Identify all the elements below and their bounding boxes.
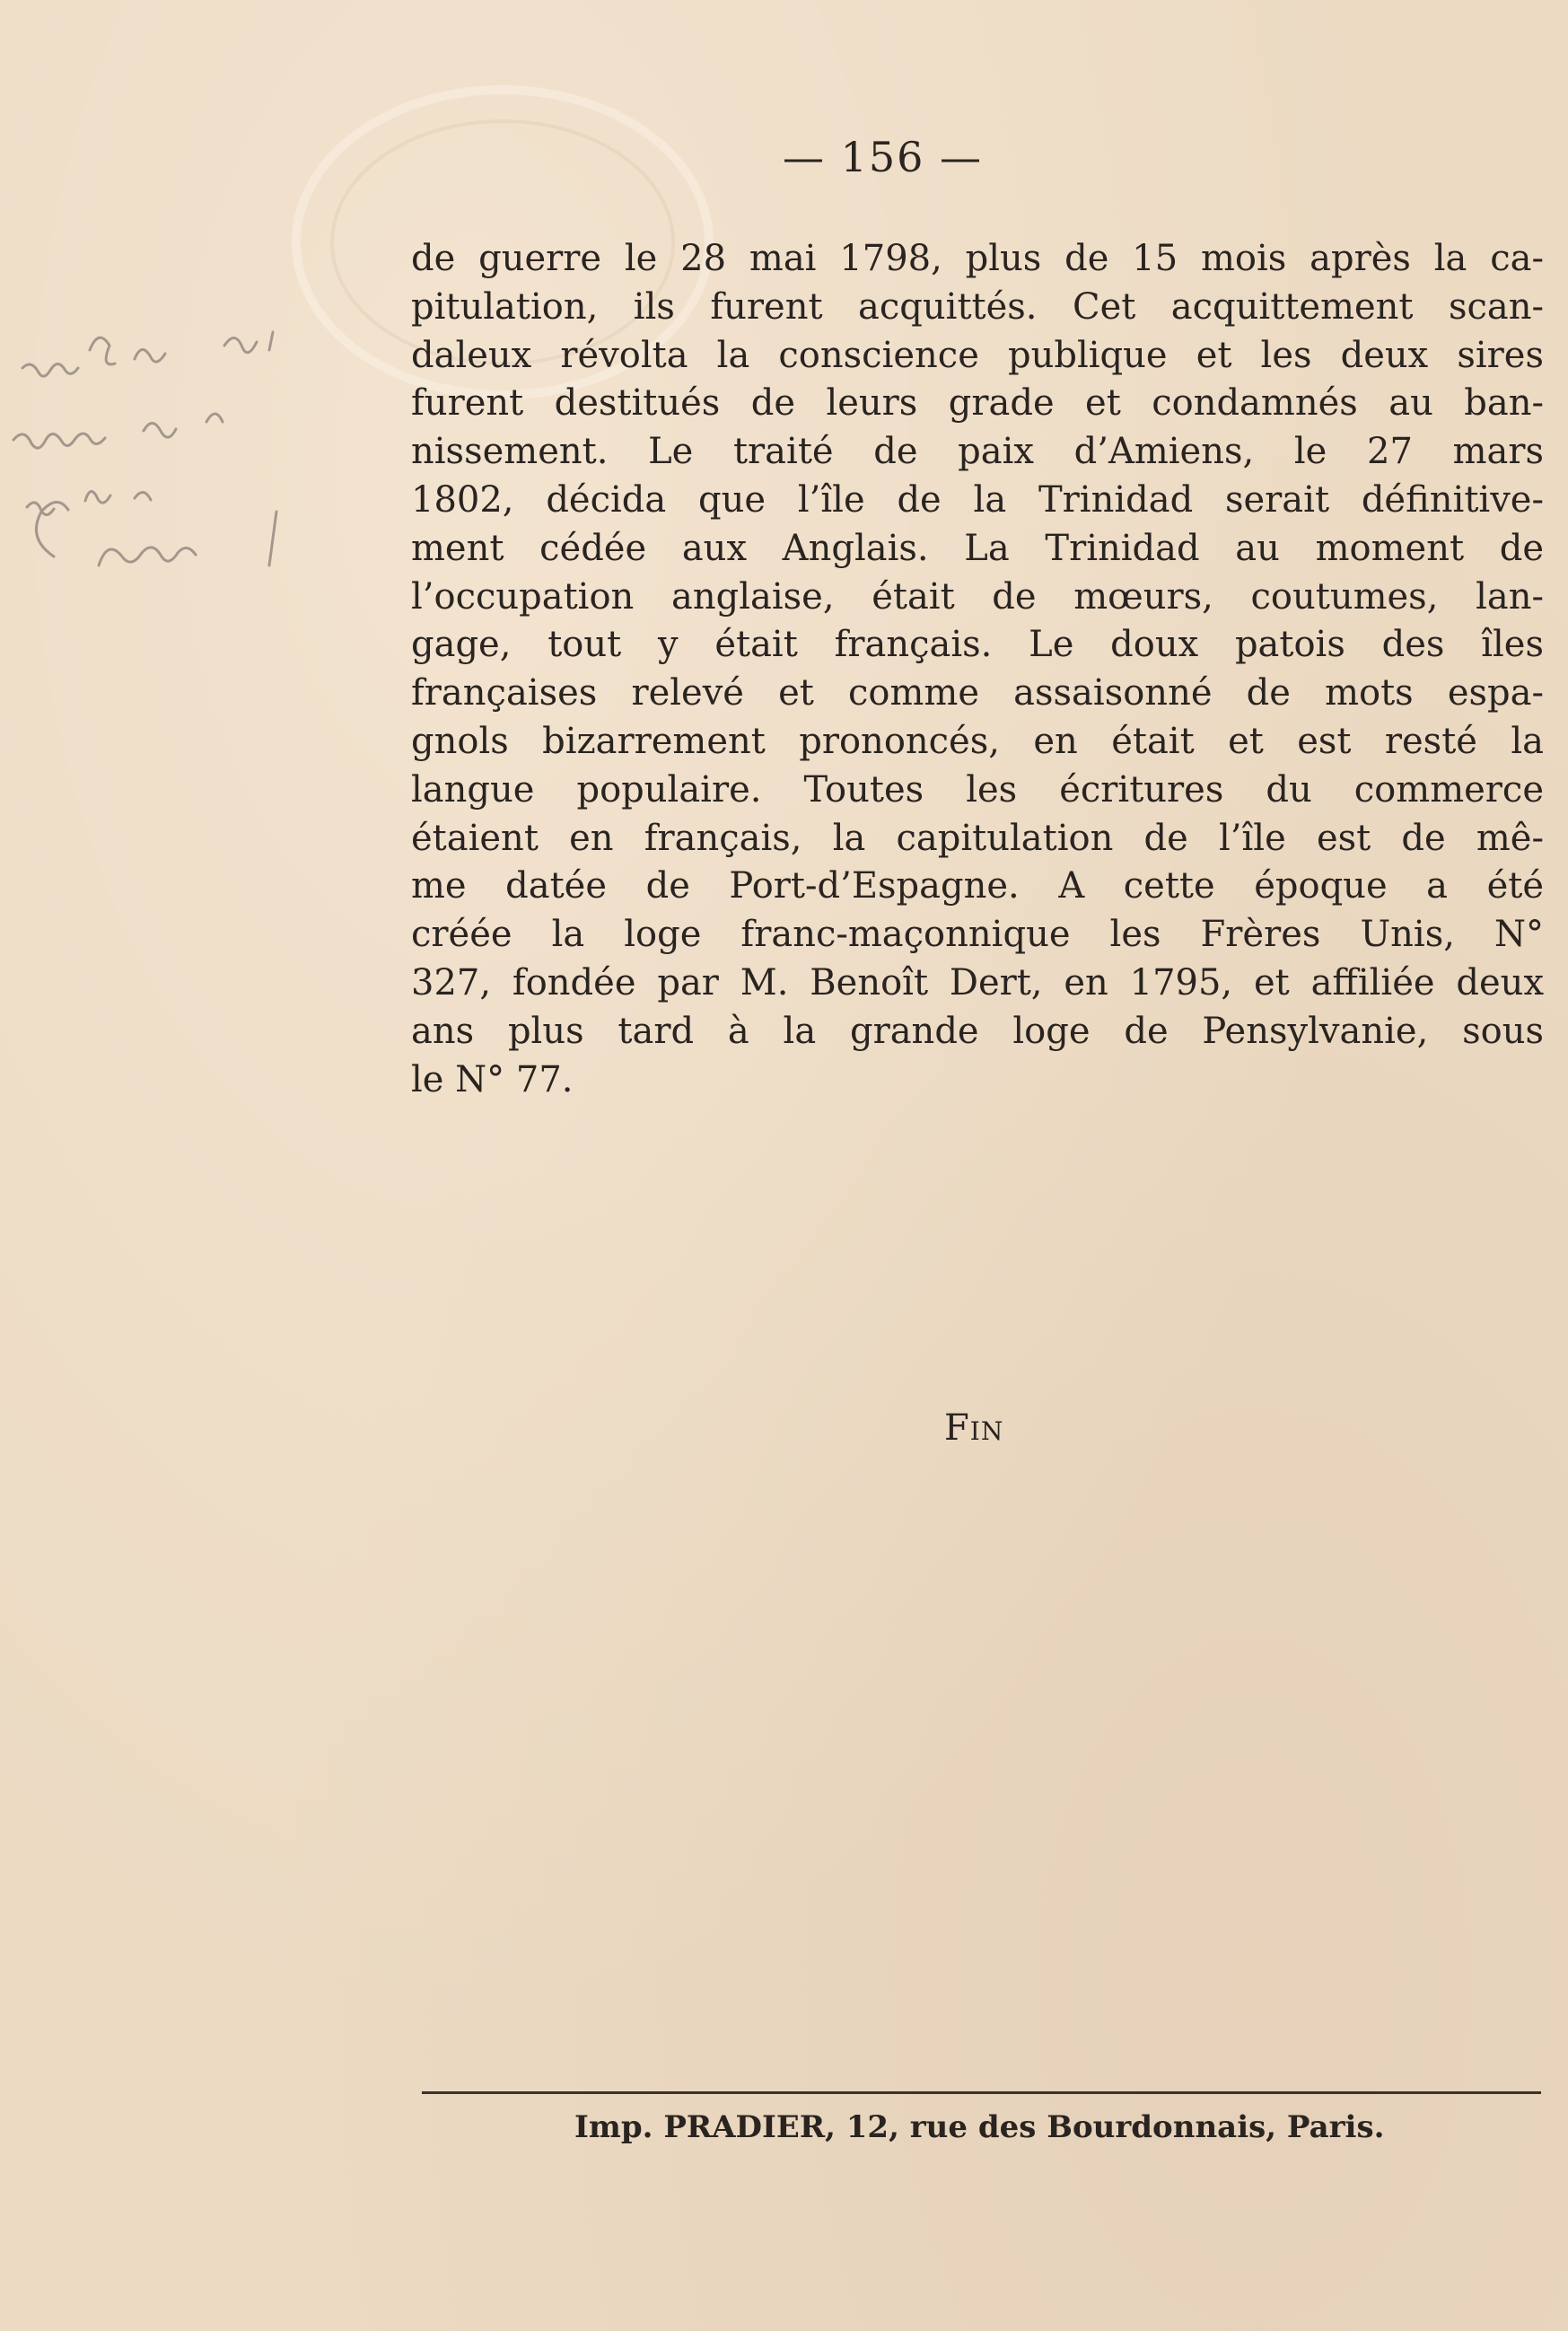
end-marker: Fin [944,1407,1004,1449]
text-line: étaient en français, la capitulation de l’île est de mê- [411,817,1544,859]
text-line: pitulation, ils furent acquittés. Cet acquittement scan- [411,285,1544,328]
pencil-margin-notes [0,296,341,592]
footer-rule [422,2091,1541,2094]
text-line: ans plus tard à la grande loge de Pensylvanie, sous [411,1010,1544,1052]
text-line: créée la loge franc-maçonnique les Frères Unis, N° [411,914,1544,956]
text-line: me datée de Port-d’Espagne. A cette époque a été [411,865,1544,907]
text-line: l’occupation anglaise, était de mœurs, coutumes, lan- [411,575,1544,618]
body-paragraph [411,235,1544,1104]
text-line: le N° 77. [411,1058,574,1100]
text-line: furent destitués de leurs grade et condamnés au ban- [411,382,1544,425]
text-line: gnols bizarrement prononcés, en était et est resté la [411,720,1544,762]
text-line: gage, tout y était français. Le doux patois des îles [411,624,1544,666]
text-line: 327, fondée par M. Benoît Dert, en 1795, et affiliée deux [411,961,1544,1003]
text-line: de guerre le 28 mai 1798, plus de 15 mois après la ca- [411,238,1544,279]
text-line: ment cédée aux Anglais. La Trinidad au moment de [411,527,1544,569]
text-line: langue populaire. Toutes les écritures du commerce [411,768,1544,811]
page-number: — 156 — [782,133,984,181]
text-line: daleux révolta la conscience publique et les deux sires [411,334,1544,376]
text-line: nissement. Le traité de paix d’Amiens, le 27 mars [411,431,1544,473]
text-line: 1802, décida que l’île de la Trinidad serait définitive- [411,478,1544,521]
text-line: françaises relevé et comme assaisonné de mots espa- [411,672,1544,714]
printer-imprint: Imp. PRADIER, 12, rue des Bourdonnais, Paris. [574,2109,1385,2145]
